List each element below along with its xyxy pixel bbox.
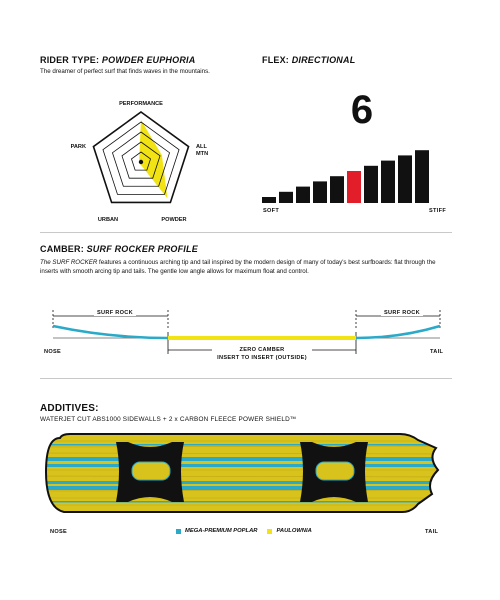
radar-axis-label: POWDER <box>161 217 187 223</box>
camber-description: The SURF ROCKER features a continuous arching tip and tail inspired by the modern design of many of today's best surfboards: flat through the inserts with smooth arcing tip and tails. The gentle low angle allows for maximum float and control. <box>40 259 436 275</box>
additives-subtitle: WATERJET CUT ABS1000 SIDEWALLS + 2 x CARBON FLEECE POWER SHIELD™ <box>40 416 297 423</box>
rider-type-description: The dreamer of perfect surf that finds waves in the mountains. <box>40 68 210 75</box>
flex-stiff-label: STIFF <box>429 208 447 214</box>
camber-left-rocker-label: SURF ROCK <box>94 310 136 316</box>
poplar-stringer <box>40 457 450 461</box>
flex-heading: FLEX: DIRECTIONAL <box>262 55 356 65</box>
legend-swatch-paulownia <box>267 529 272 534</box>
camber-nose-label: NOSE <box>44 349 62 355</box>
legend-swatch-poplar <box>176 529 181 534</box>
radar-axis-label: URBAN <box>97 217 119 223</box>
camber-insert-label: INSERT TO INSERT (OUTSIDE) <box>217 355 307 361</box>
radar-axis-label: PERFORMANCE <box>119 101 163 107</box>
camber-tail-label: TAIL <box>430 349 444 355</box>
radar-axis-label: MTN <box>196 151 209 157</box>
rider-type-heading: RIDER TYPE: POWDER EUPHORIA <box>40 55 196 65</box>
flex-rating-value: 6 <box>350 88 374 132</box>
poplar-stringer <box>40 464 450 467</box>
flex-soft-label: SOFT <box>263 208 280 214</box>
additives-heading: ADDITIVES: <box>40 403 99 414</box>
poplar-stringer <box>40 481 450 484</box>
poplar-stringer <box>40 501 450 503</box>
radar-axis-label: ALL <box>196 144 207 150</box>
legend-label-paulownia: PAULOWNIA <box>276 528 312 534</box>
camber-right-rocker-label: SURF ROCK <box>381 310 423 316</box>
core-legend <box>176 528 312 534</box>
legend-label-poplar: MEGA-PREMIUM POPLAR <box>185 528 258 534</box>
board-nose-label: NOSE <box>50 529 68 535</box>
camber-heading: CAMBER: SURF ROCKER PROFILE <box>40 244 198 254</box>
poplar-stringer <box>40 486 450 490</box>
insert-pocket-front <box>132 462 170 480</box>
radar-axis-label: PARK <box>70 144 86 150</box>
insert-pocket-rear <box>316 462 354 480</box>
poplar-stringer <box>40 444 450 446</box>
camber-zero-label: ZERO CAMBER <box>212 347 312 353</box>
board-tail-label: TAIL <box>425 529 439 535</box>
